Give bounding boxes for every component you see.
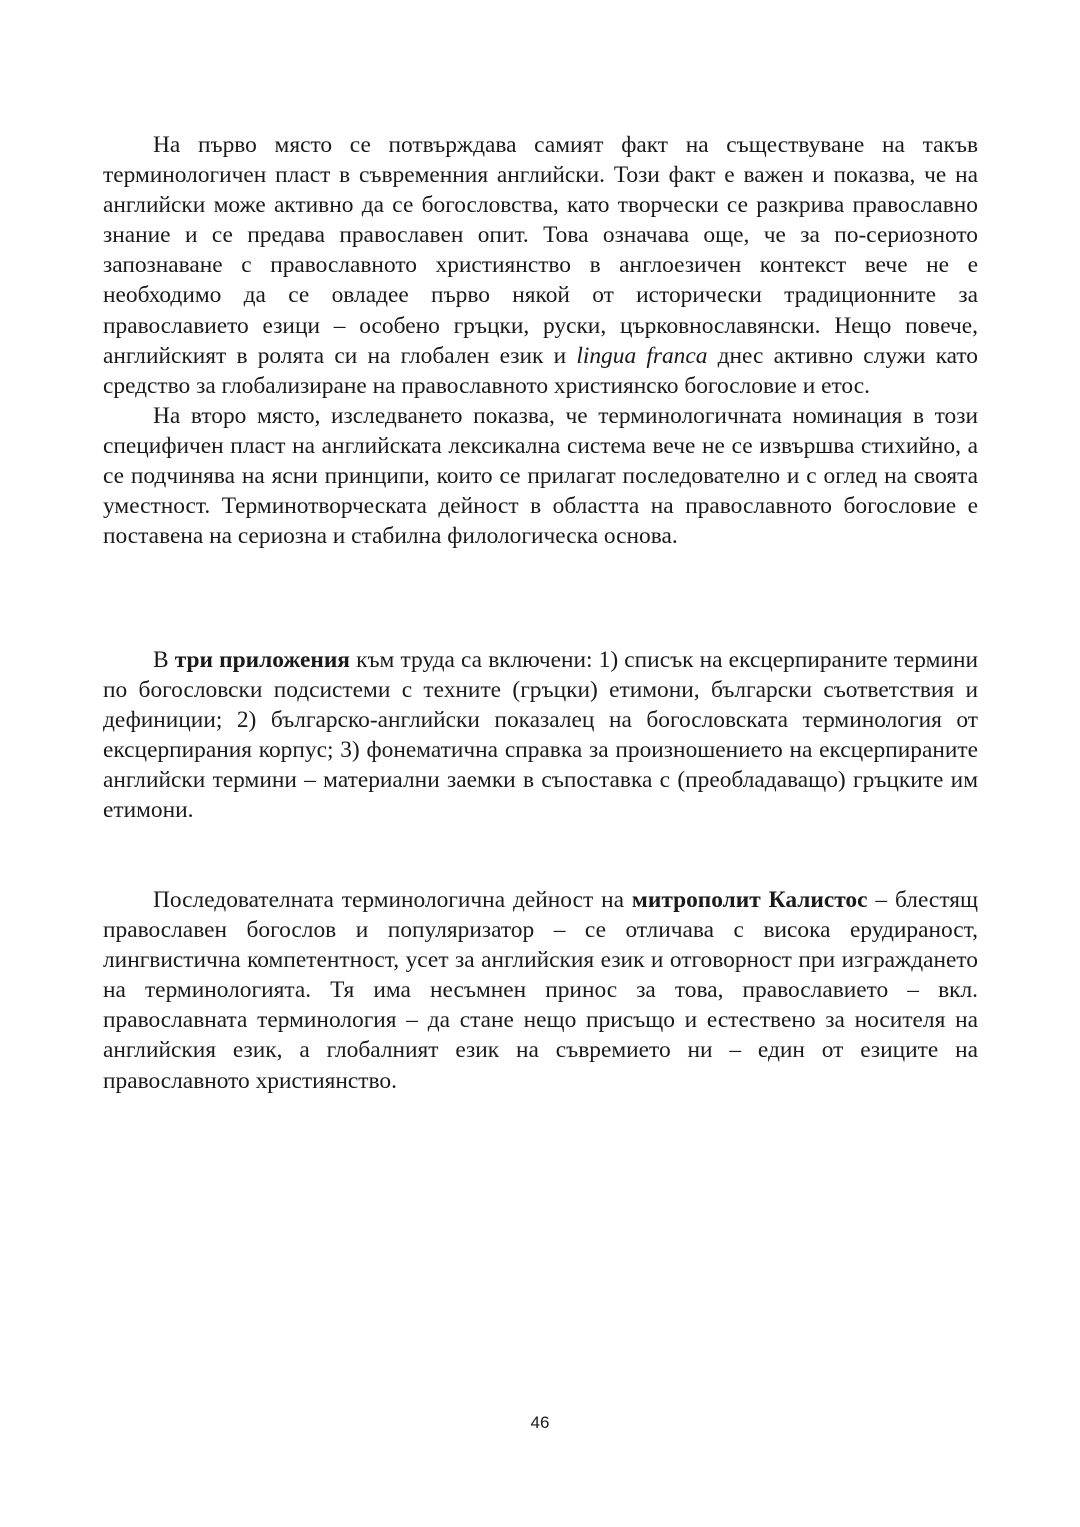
- text-block-conclusions: [103, 130, 978, 551]
- text-block-appendices: [103, 645, 978, 826]
- paragraph-appendices-lead: В: [153, 647, 175, 673]
- paragraph-appendices: [103, 645, 978, 826]
- paragraph-first-place-text: На първо място се потвърждава самият факт на съществуване на такъв терминологичен пласт в съвременния английски. Този факт е важен и показва, че на английски може активно да се богословства, като творчески се разкрива православно знание и се предава православен опит. Това означава още, че за по-сериозното запознаване с православното християнство в англоезичен контекст вече не е необходимо да се овладее първо някой от исторически традиционните за православието езици – особено гръцки, руски, църковнославянски. Нещо повече, английският в ролята си на глобален език и: [103, 132, 978, 369]
- paragraph-first-place-text-end: днес активно служи като средство за глобализиране на православното християнско богословие и етос.: [103, 342, 978, 399]
- paragraph-appendices-text: към труда са включени: 1) списък на ексцерпираните термини по богословски подсистеми с техните (гръцки) етимони, български съответствия и дефиниции; 2) българско-английски показалец на богословската терминология от ексцерпирания корпус; 3) фонематична справка за произношението на ексцерпираните английски термини – материални заемки в съпоставка с (преобладаващо) гръцките им етимони.: [103, 647, 979, 824]
- paragraph-first-place: [103, 130, 978, 401]
- paragraph-second-place-text: На второ място, изследването показва, че терминологичната номинация в този специфичен пласт на английската лексикална система вече не се извършва стихийно, а се подчинява на ясни принципи, които се прилагат последователно и с оглед на своята уместност. Терминотворческата дейност в областта на православното богословие е поставена на сериозна и стабилна филологическа основа.: [103, 402, 978, 550]
- paragraph-metropolitan-kallistos: [103, 885, 978, 1096]
- paragraph-metropolitan-lead: Последователната терминологична дейност на: [153, 887, 632, 913]
- three-appendices-bold: три приложения: [174, 647, 350, 673]
- lingua-franca-italic: lingua franca: [576, 342, 708, 369]
- metropolitan-kallistos-bold: митрополит Калистос: [631, 887, 868, 913]
- text-block-metropolitan: [103, 885, 978, 1096]
- page-number: 46: [530, 1413, 550, 1432]
- paragraph-second-place: [103, 401, 978, 551]
- paragraph-metropolitan-text: – блестящ православен богослов и популяризатор – се отличава с висока ерудираност, лингвистична компетентност, усет за английския език и отговорност при изграждането на терминологията. Тя има несъмнен принос за това, православието – вкл. православната терминология – да стане нещо присъщо и естествено за носителя на английския език, а глобалният език на съвремието ни – един от езиците на православното християнство.: [103, 887, 979, 1094]
